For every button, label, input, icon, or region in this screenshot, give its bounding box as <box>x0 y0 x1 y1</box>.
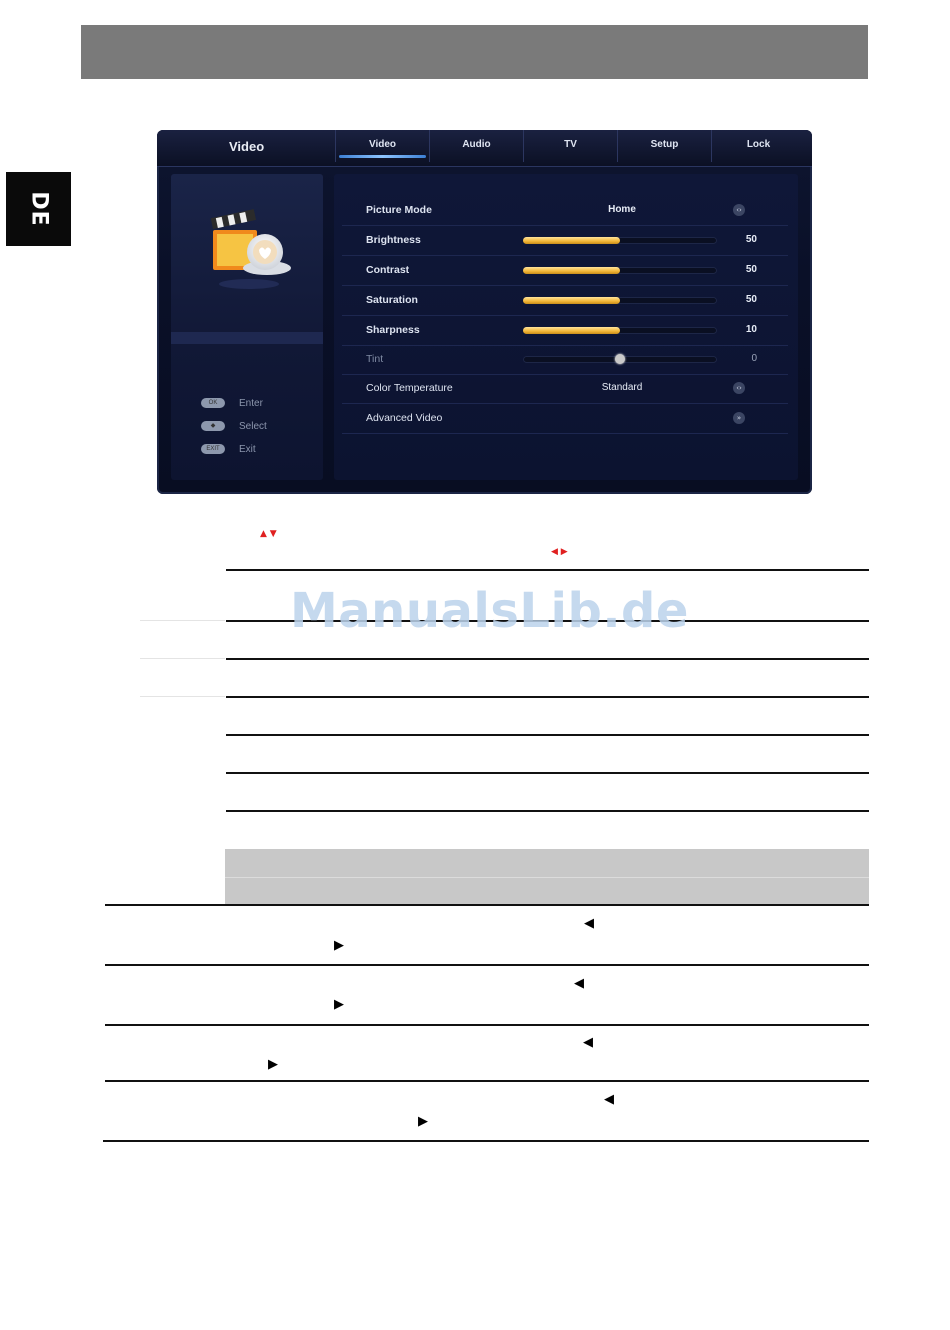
table-rule <box>226 734 869 736</box>
table-rule <box>105 904 869 906</box>
setting-label: Brightness <box>366 234 421 246</box>
setting-label: Saturation <box>366 294 418 306</box>
left-right-arrows-icon[interactable]: ‹› <box>733 382 745 394</box>
right-triangle-icon: ▶ <box>418 1114 428 1129</box>
left-triangle-icon: ◀ <box>604 1092 614 1107</box>
setting-label: Contrast <box>366 264 410 276</box>
slider-fill <box>523 297 620 304</box>
setting-value: 50 <box>745 264 757 275</box>
setting-row-picture-mode[interactable] <box>342 196 788 226</box>
setting-label: Picture Mode <box>366 204 432 216</box>
slider-fill <box>523 327 620 334</box>
table-rule <box>226 772 869 774</box>
setting-row-saturation[interactable] <box>342 286 788 316</box>
page-header-bar <box>81 25 868 79</box>
tv-menu-left-panel <box>171 174 323 480</box>
language-tab <box>6 172 71 246</box>
right-triangle-icon: ▶ <box>334 938 344 953</box>
tv-menu-topbar <box>157 130 812 167</box>
exit-key-icon: EXIT <box>201 444 225 454</box>
left-triangle-icon: ◀ <box>584 916 594 931</box>
legend-label: Select <box>239 420 267 432</box>
right-triangle-icon: ▶ <box>268 1057 278 1072</box>
setting-value: Standard <box>601 382 643 393</box>
tab-label: TV <box>564 139 577 150</box>
tint-slider[interactable] <box>523 356 717 363</box>
legend-enter <box>201 396 263 410</box>
tv-menu-title: Video <box>229 139 265 154</box>
table-rule <box>105 1080 869 1082</box>
setting-value: Home <box>608 204 636 215</box>
ok-key-icon: OK <box>201 398 225 408</box>
setting-row-brightness[interactable] <box>342 226 788 256</box>
left-triangle-icon: ◀ <box>583 1035 593 1050</box>
tab-lock[interactable] <box>711 130 805 162</box>
brightness-slider[interactable] <box>523 237 717 244</box>
saturation-slider[interactable] <box>523 297 717 304</box>
dpad-key-icon: ◆ <box>201 421 225 431</box>
legend-select <box>201 419 267 433</box>
setting-value: 10 <box>745 324 757 335</box>
shaded-row-divider <box>225 877 869 878</box>
watermark: ManualsLib.de <box>290 583 689 639</box>
tv-menu-settings-list <box>334 174 798 480</box>
tab-label: Audio <box>462 139 491 150</box>
table-rule <box>103 1140 869 1142</box>
setting-value: 50 <box>745 294 757 305</box>
slider-fill <box>523 267 620 274</box>
tab-video[interactable] <box>335 130 429 162</box>
up-down-arrows-icon: ▲ ▼ <box>260 529 277 539</box>
left-right-arrows-icon[interactable]: ‹› <box>733 204 745 216</box>
setting-value: 0 <box>751 353 757 364</box>
table-rule <box>140 696 225 697</box>
setting-row-sharpness[interactable] <box>342 316 788 346</box>
tab-label: Lock <box>746 139 771 150</box>
tab-setup[interactable] <box>617 130 711 162</box>
setting-value: 50 <box>745 234 757 245</box>
tab-tv[interactable] <box>523 130 617 162</box>
table-shaded-row <box>225 849 869 905</box>
setting-label: Sharpness <box>366 324 420 336</box>
tab-audio[interactable] <box>429 130 523 162</box>
left-triangle-icon: ◀ <box>574 976 584 991</box>
table-rule <box>226 810 869 812</box>
tab-label: Video <box>368 139 397 150</box>
table-rule <box>226 658 869 660</box>
setting-label: Color Temperature <box>366 382 453 394</box>
legend-exit <box>201 442 256 456</box>
setting-label: Tint <box>366 353 384 365</box>
submenu-arrow-icon[interactable]: » <box>733 412 745 424</box>
setting-row-advanced-video[interactable] <box>342 404 788 434</box>
table-rule <box>105 964 869 966</box>
left-right-arrows-icon: ◀ ▶ <box>551 547 568 557</box>
contrast-slider[interactable] <box>523 267 717 274</box>
table-rule <box>140 620 225 621</box>
right-triangle-icon: ▶ <box>334 997 344 1012</box>
slider-knob[interactable] <box>615 354 625 364</box>
video-clapperboard-icon <box>209 208 293 290</box>
tab-label: Setup <box>650 139 679 150</box>
tv-menu-screenshot <box>157 130 812 494</box>
setting-row-tint[interactable] <box>342 345 788 375</box>
table-rule <box>105 1024 869 1026</box>
slider-fill <box>523 237 620 244</box>
legend-label: Exit <box>239 443 256 455</box>
table-rule <box>226 569 869 571</box>
language-tab-label: DE <box>26 191 51 227</box>
left-panel-divider <box>171 332 323 344</box>
setting-label: Advanced Video <box>366 412 443 424</box>
table-rule <box>140 658 225 659</box>
setting-row-color-temperature[interactable] <box>342 374 788 404</box>
legend-label: Enter <box>239 397 263 409</box>
table-rule <box>226 696 869 698</box>
sharpness-slider[interactable] <box>523 327 717 334</box>
setting-row-contrast[interactable] <box>342 256 788 286</box>
